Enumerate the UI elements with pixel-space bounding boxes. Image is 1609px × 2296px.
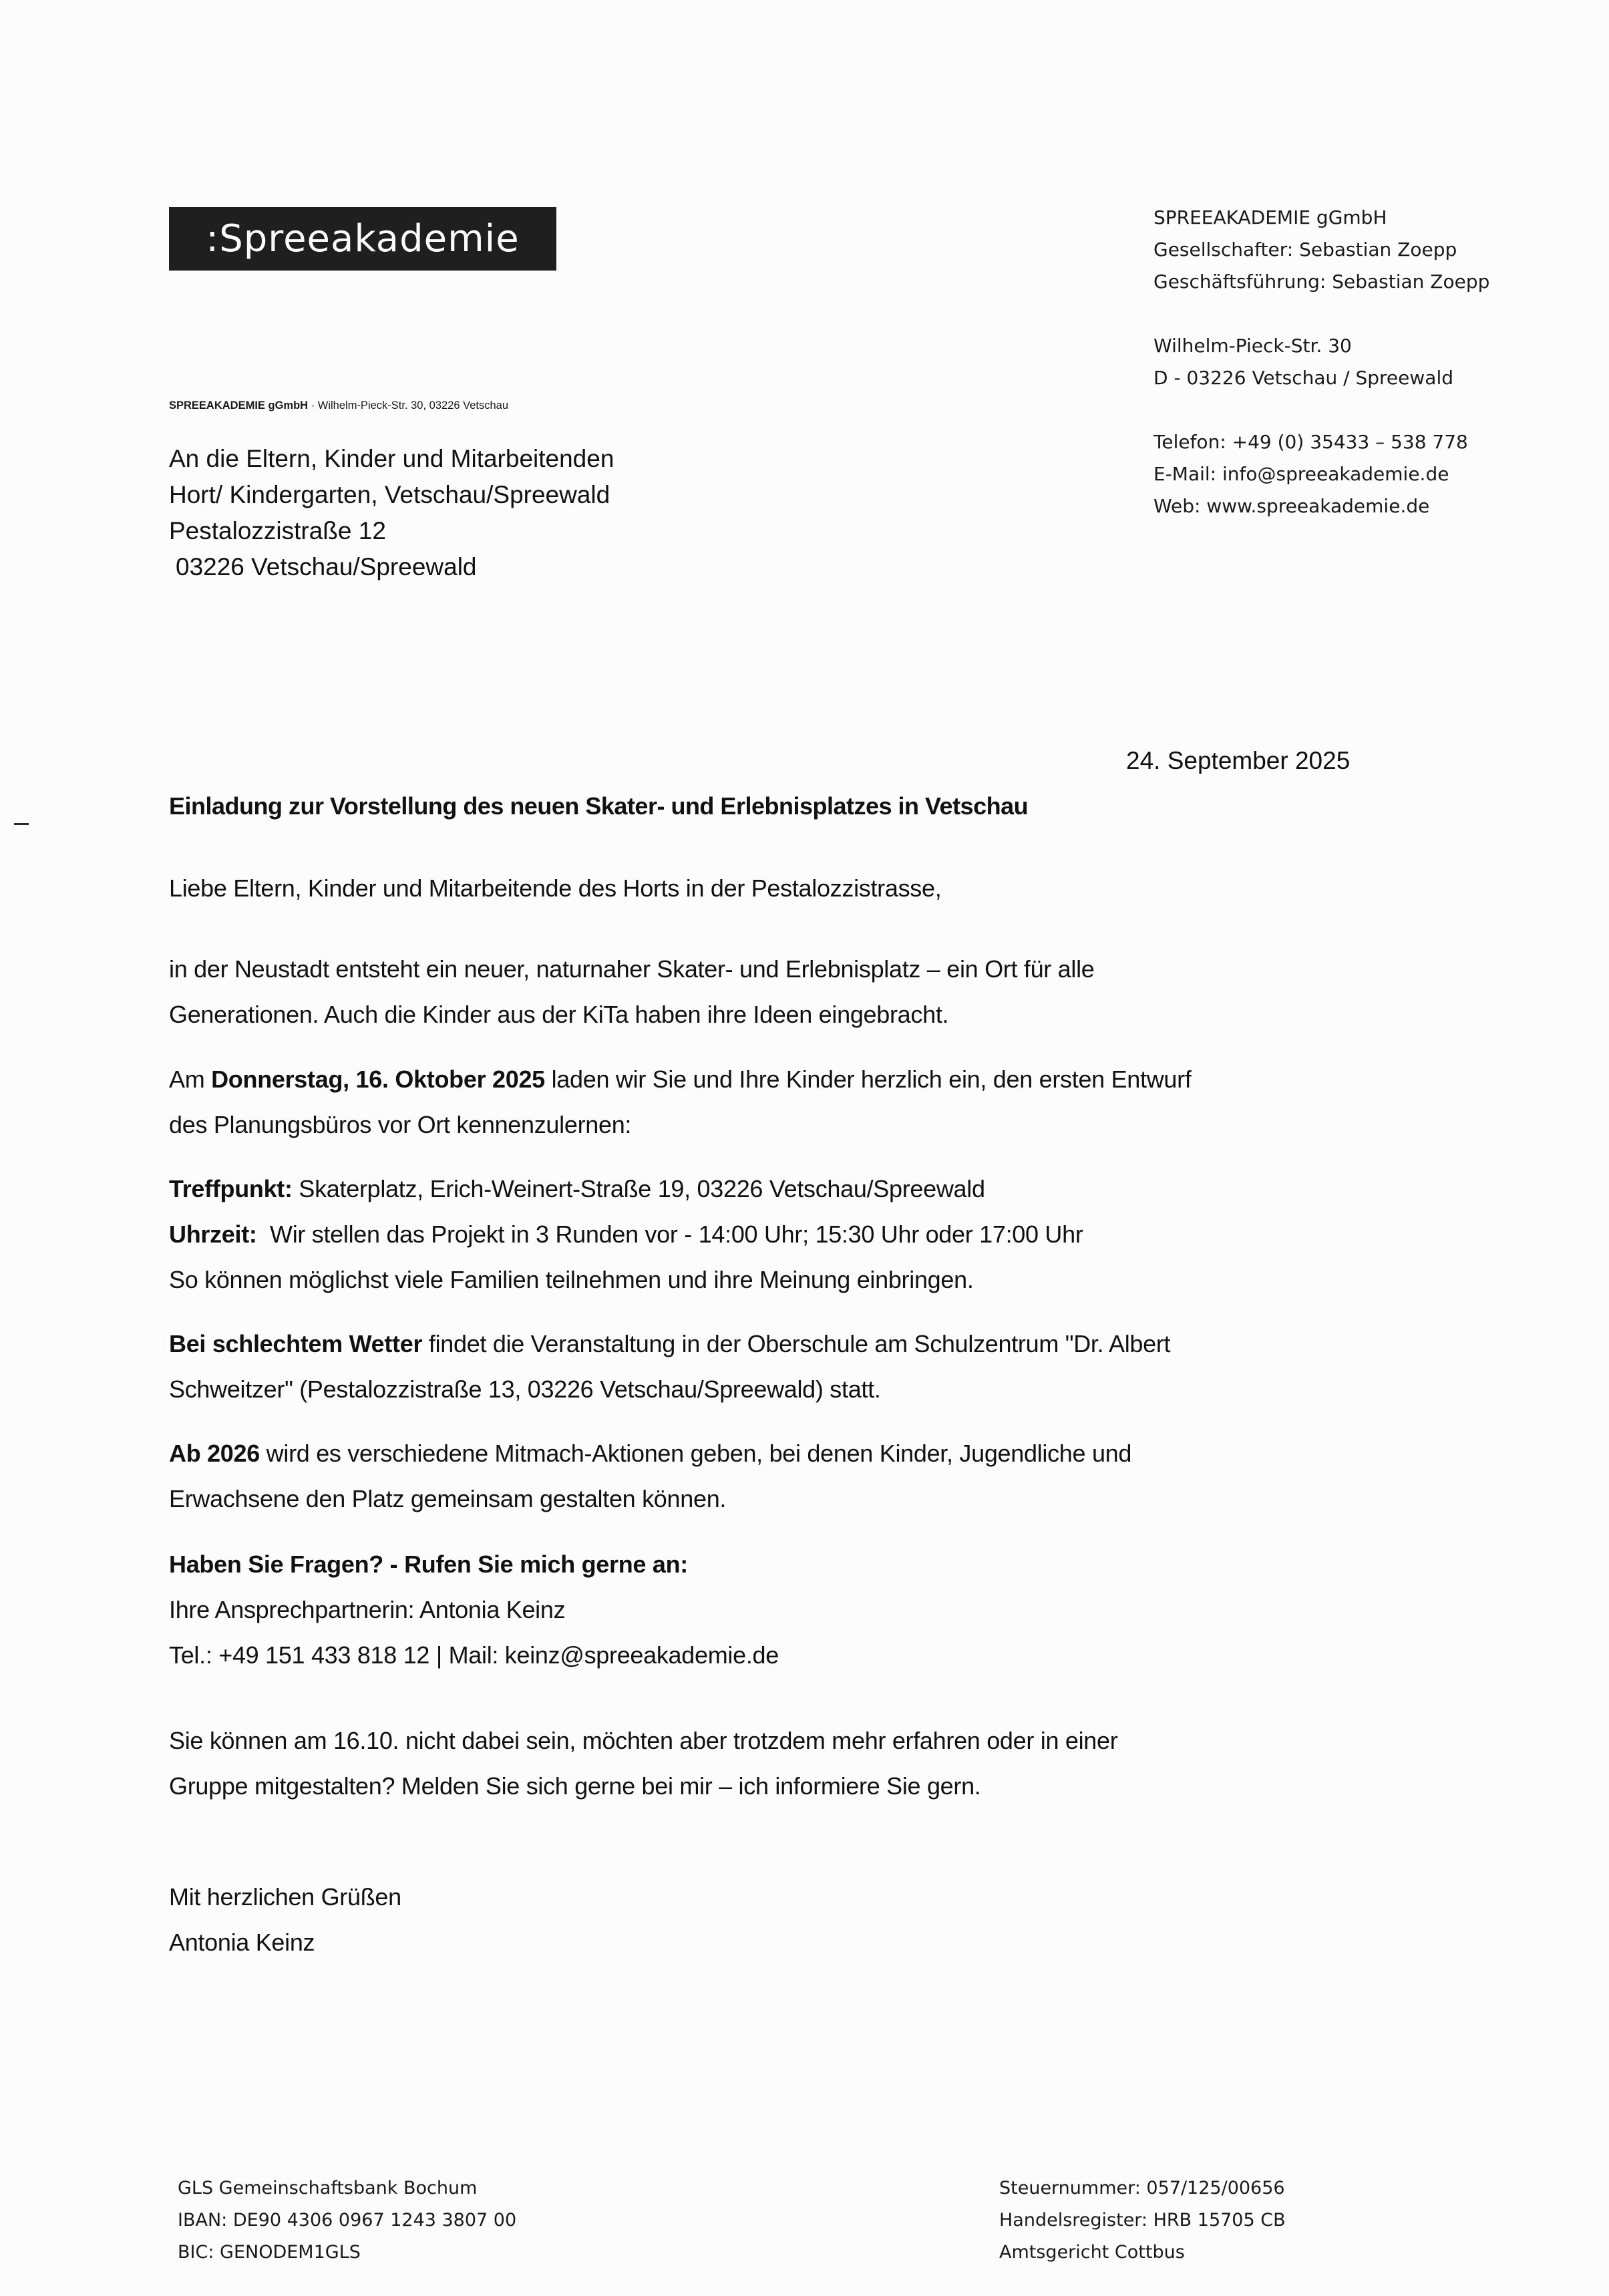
footer-register: Handelsregister: HRB 15705 CB xyxy=(999,2210,1286,2231)
bold-span: Haben Sie Fragen? - Rufen Sie mich gerne an: xyxy=(169,1550,688,1578)
company-shareholder: Gesellschafter: Sebastian Zoepp xyxy=(1153,238,1457,261)
company-city: D - 03226 Vetschau / Spreewald xyxy=(1153,367,1453,389)
text-span: Am xyxy=(169,1065,212,1093)
text-span: wird es verschiedene Mitmach-Aktionen geben, bei denen Kinder, Jugendliche und xyxy=(259,1440,1132,1467)
time-label: Uhrzeit: xyxy=(169,1220,257,1248)
paragraph-meeting-details xyxy=(169,1166,1083,1303)
paragraph-line xyxy=(169,1321,1170,1367)
company-name: SPREEAKADEMIE gGmbH xyxy=(1153,206,1387,228)
recipient-line: 03226 Vetschau/Spreewald xyxy=(176,553,477,581)
paragraph-2026 xyxy=(169,1431,1131,1522)
footer-court: Amtsgericht Cottbus xyxy=(999,2242,1185,2263)
paragraph-line: in der Neustadt entsteht ein neuer, naturnaher Skater- und Erlebnisplatz – ein Ort für alle xyxy=(169,955,1095,983)
meeting-point-line xyxy=(169,1166,1083,1212)
meeting-value: Skaterplatz, Erich-Weinert-Straße 19, 03226 Vetschau/Spreewald xyxy=(292,1175,985,1202)
text-span: laden wir Sie und Ihre Kinder herzlich ein, den ersten Entwurf xyxy=(544,1065,1192,1093)
recipient-address xyxy=(169,441,614,585)
company-email: E-Mail: info@spreeakademie.de xyxy=(1153,463,1449,485)
logo-text: :Spreeakademie xyxy=(206,217,520,261)
bold-span: Bei schlechtem Wetter xyxy=(169,1330,423,1357)
footer-tax-number: Steuernummer: 057/125/00656 xyxy=(999,2178,1285,2198)
contact-phone-mail: Tel.: +49 151 433 818 12 | Mail: keinz@spreeakademie.de xyxy=(169,1641,779,1669)
sender-name: SPREEAKADEMIE gGmbH xyxy=(169,399,309,412)
spreeakademie-logo xyxy=(169,207,556,271)
recipient-line: Hort/ Kindergarten, Vetschau/Spreewald xyxy=(169,481,610,508)
footer-bank: GLS Gemeinschaftsbank Bochum xyxy=(178,2178,478,2198)
salutation: Liebe Eltern, Kinder und Mitarbeitende des Horts in der Pestalozzistrasse, xyxy=(169,874,942,902)
paragraph-event-date xyxy=(169,1057,1192,1148)
recipient-line: An die Eltern, Kinder und Mitarbeitenden xyxy=(169,445,614,472)
recipient-line: Pestalozzistraße 12 xyxy=(169,517,386,544)
paragraph-line: des Planungsbüros vor Ort kennenzulernen: xyxy=(169,1111,632,1138)
footer-bic: BIC: GENODEM1GLS xyxy=(178,2242,361,2263)
meeting-label: Treffpunkt: xyxy=(169,1175,293,1202)
fold-mark xyxy=(14,823,29,825)
footer-legal-info xyxy=(999,2172,1286,2269)
paragraph-line: Sie können am 16.10. nicht dabei sein, möchten aber trotzdem mehr erfahren oder in einer xyxy=(169,1727,1118,1754)
text-span: findet die Veranstaltung in der Oberschule am Schulzentrum "Dr. Albert xyxy=(422,1330,1171,1357)
paragraph-line: Erwachsene den Platz gemeinsam gestalten können. xyxy=(169,1485,727,1512)
paragraph-contact xyxy=(169,1542,779,1678)
letter-subject: Einladung zur Vorstellung des neuen Skater- und Erlebnisplatzes in Vetschau xyxy=(169,792,1029,820)
paragraph-line xyxy=(169,1431,1131,1476)
paragraph-intro xyxy=(169,947,1095,1037)
contact-heading xyxy=(169,1542,779,1587)
footer-bank-info xyxy=(178,2172,516,2269)
paragraph-bad-weather xyxy=(169,1321,1170,1412)
paragraph-alternative xyxy=(169,1718,1117,1809)
company-info-block xyxy=(1153,202,1489,522)
closing-greeting: Mit herzlichen Grüßen xyxy=(169,1883,401,1911)
sender-address: · Wilhelm-Pieck-Str. 30, 03226 Vetschau xyxy=(308,399,508,412)
footer-iban: IBAN: DE90 4306 0967 1243 3807 00 xyxy=(178,2210,517,2231)
bold-span: Ab 2026 xyxy=(169,1440,260,1467)
closing-block xyxy=(169,1874,401,1965)
paragraph-line: Gruppe mitgestalten? Melden Sie sich gerne bei mir – ich informiere Sie gern. xyxy=(169,1772,981,1800)
paragraph-line: So können möglichst viele Familien teilnehmen und ihre Meinung einbringen. xyxy=(169,1266,974,1293)
paragraph-line: Generationen. Auch die Kinder aus der KiTa haben ihre Ideen eingebracht. xyxy=(169,1001,949,1028)
company-phone: Telefon: +49 (0) 35433 – 538 778 xyxy=(1153,431,1468,453)
sender-return-line xyxy=(169,399,508,412)
letter-date: 24. September 2025 xyxy=(1126,747,1351,774)
contact-person: Ihre Ansprechpartnerin: Antonia Keinz xyxy=(169,1596,566,1623)
paragraph-line xyxy=(169,1057,1192,1102)
paragraph-line: Schweitzer" (Pestalozzistraße 13, 03226 Vetschau/Spreewald) statt. xyxy=(169,1375,881,1403)
event-date-bold: Donnerstag, 16. Oktober 2025 xyxy=(211,1065,545,1093)
time-line xyxy=(169,1212,1083,1257)
company-street: Wilhelm-Pieck-Str. 30 xyxy=(1153,335,1352,357)
company-management: Geschäftsführung: Sebastian Zoepp xyxy=(1153,271,1490,293)
company-web: Web: www.spreeakademie.de xyxy=(1153,495,1430,517)
time-value: Wir stellen das Projekt in 3 Runden vor - 14:00 Uhr; 15:30 Uhr oder 17:00 Uhr xyxy=(256,1220,1083,1248)
signature-name: Antonia Keinz xyxy=(169,1929,315,1956)
